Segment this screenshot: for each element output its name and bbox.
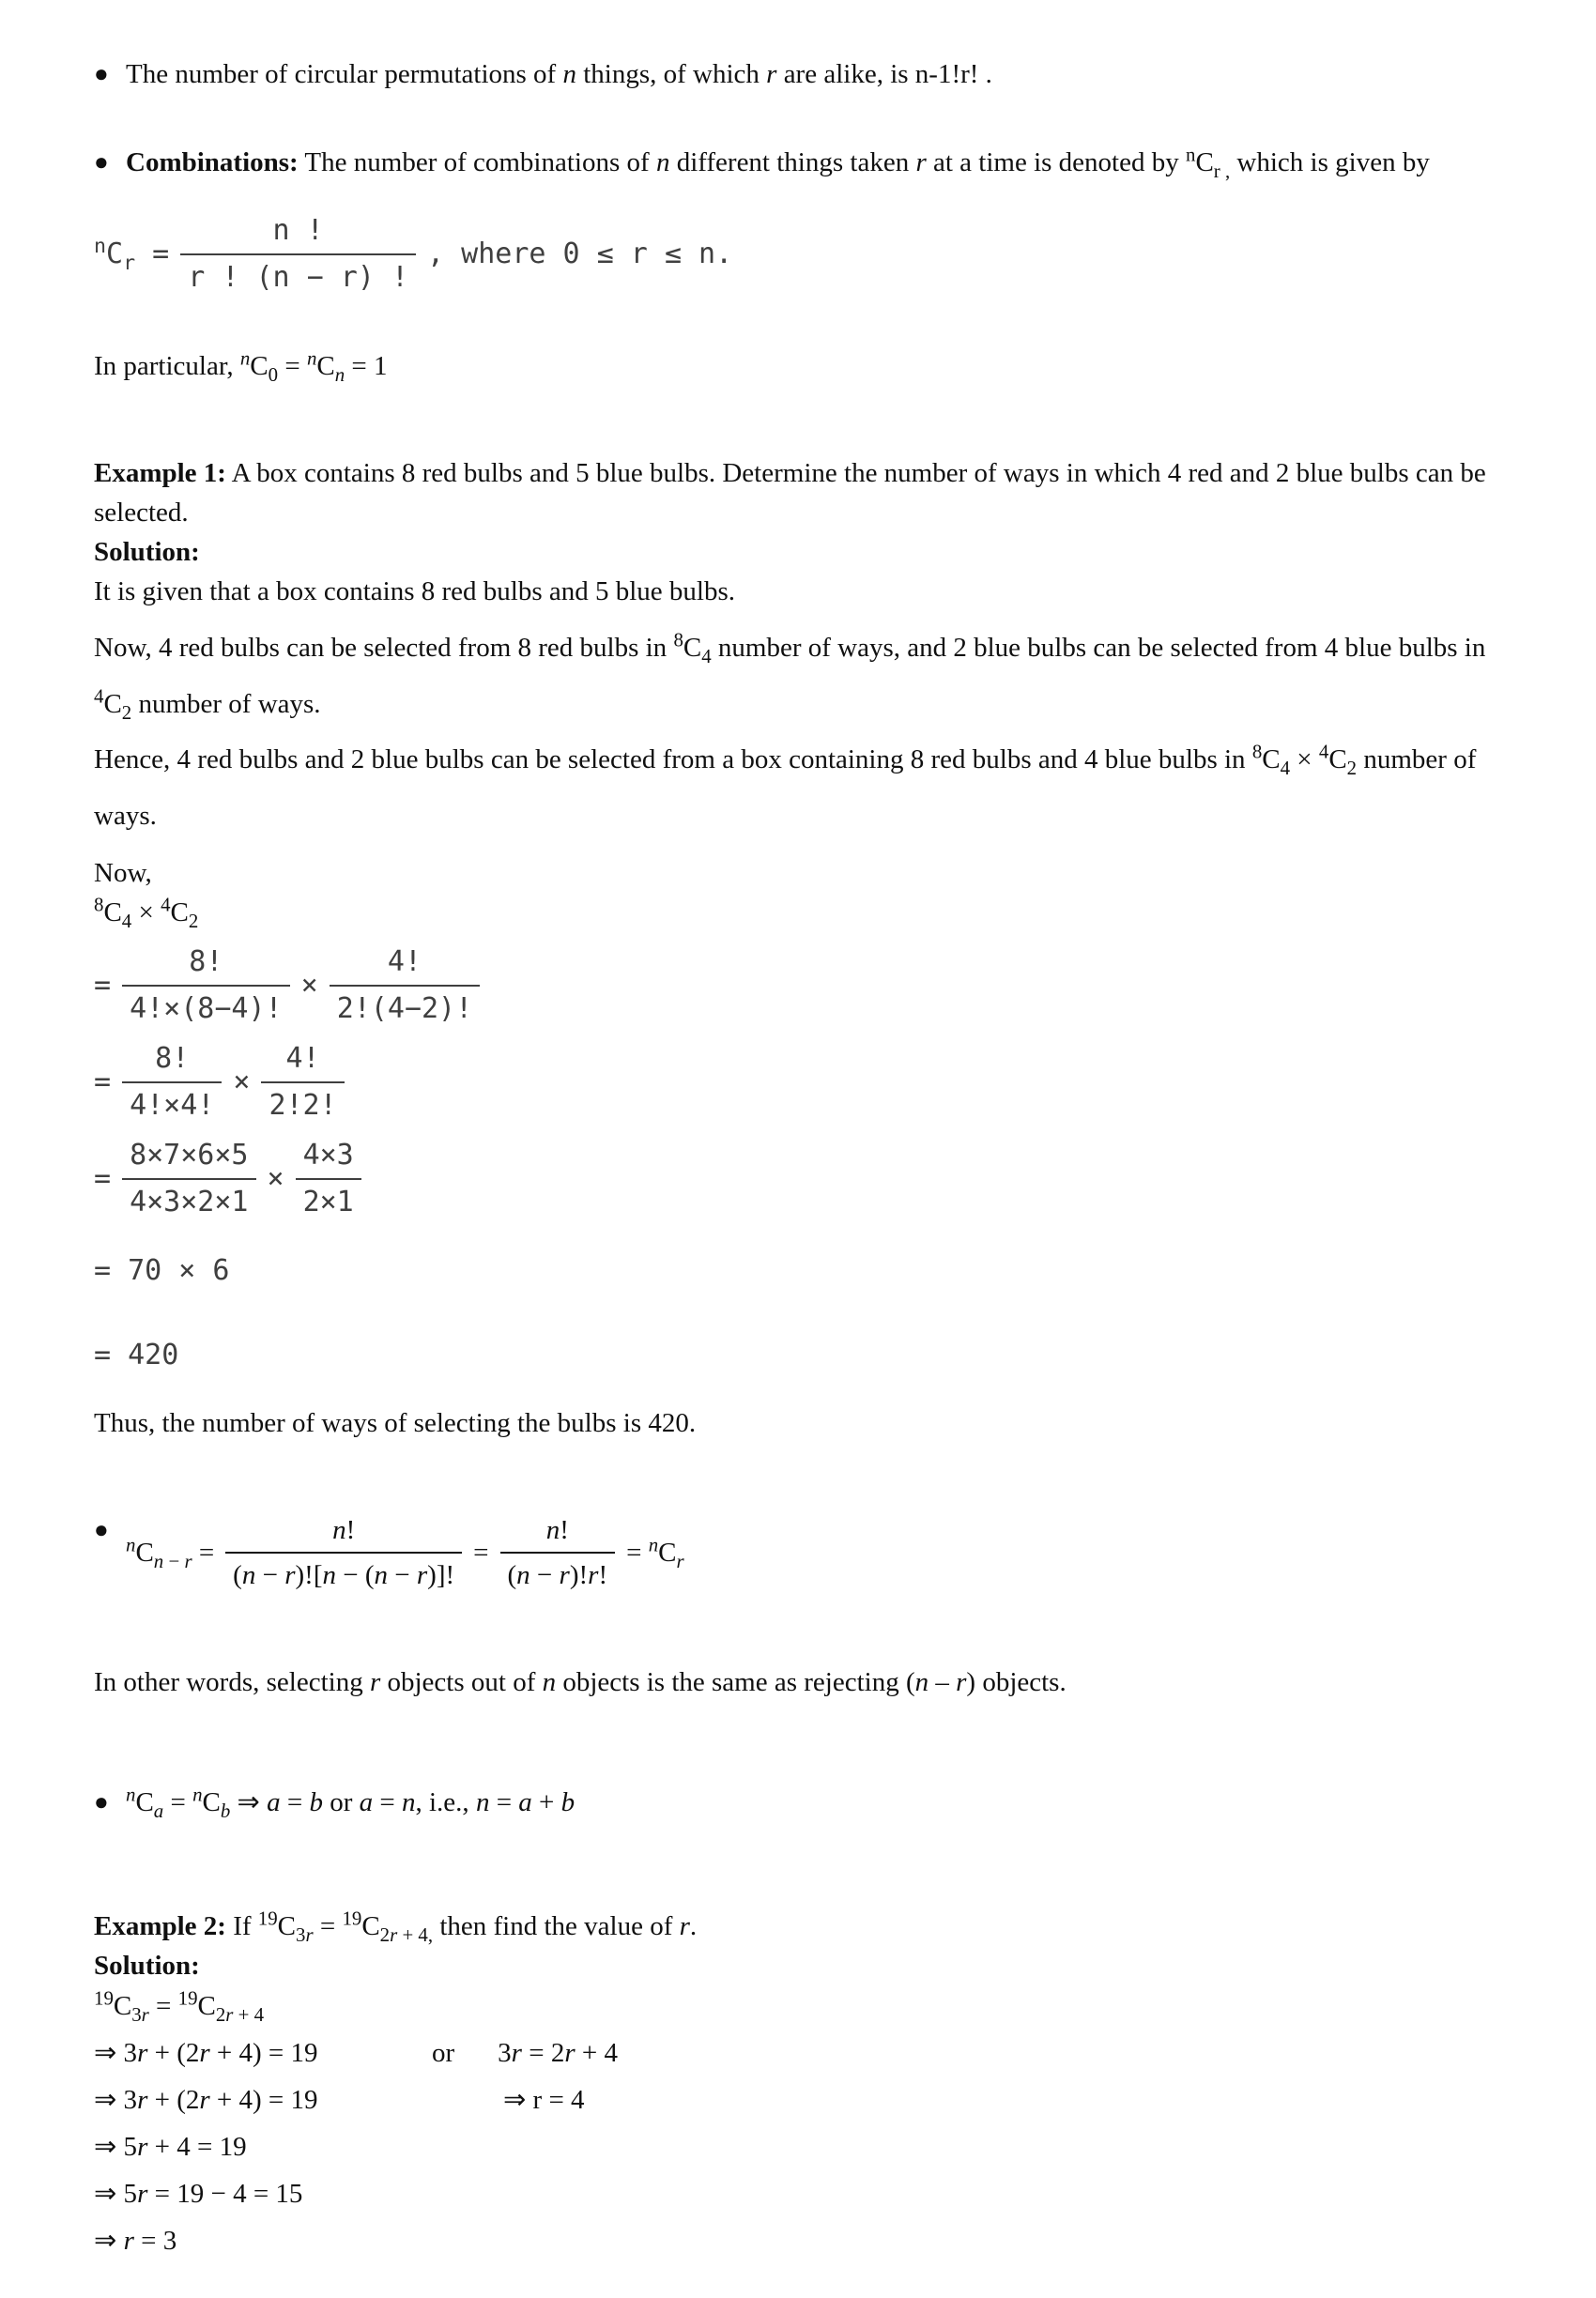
step-left: ⇒ 5r = 19 − 4 = 15 xyxy=(94,2178,303,2209)
step-left: ⇒ r = 3 xyxy=(94,2225,177,2256)
fraction-denominator: 4!×(8−4)! xyxy=(130,991,283,1025)
example2-solution-label xyxy=(94,1946,1502,1985)
example1-step3 xyxy=(94,1135,1502,1222)
in-particular-line: In particular, $^nC_0 = ^nC_n = 1$ xyxy=(94,346,388,386)
equals-sign: = xyxy=(94,968,112,1002)
example2-statement xyxy=(94,1907,1502,1946)
equals-sign: = xyxy=(94,1065,112,1098)
step-left: ⇒ 3r + (2r + 4) = 19 xyxy=(94,2037,318,2068)
example1-step1 xyxy=(94,942,1502,1029)
fraction-numerator: 8! xyxy=(122,942,290,987)
example1-step4: = 70 × 6 xyxy=(94,1254,230,1288)
identity-rhs: = $^nC_r$ xyxy=(626,1533,684,1573)
identity-note: In other words, selecting r objects out of n objects is the same as rejecting (n – r) objects. xyxy=(94,1667,1067,1698)
identity-formula xyxy=(126,1510,684,1595)
fraction-numerator: 8×7×6×5 xyxy=(122,1135,255,1180)
fraction-numerator: 4! xyxy=(330,942,481,987)
example2-equation: $^{19}C_{3r} = ^{19}C_{2r + 4}$ xyxy=(94,1985,265,2026)
fraction-numerator: n! xyxy=(225,1510,462,1554)
example1-conclusion: Thus, the number of ways of selecting the bulbs is 420. xyxy=(94,1408,697,1439)
example1-select-line: Now, 4 red bulbs can be selected from 8 red bulbs in $^8C_4$ number of ways, and 2 blue bulbs can be selected from 4 blue bulbs in $^4C_2$ number of ways. xyxy=(94,628,1486,724)
fraction xyxy=(330,942,481,1029)
fraction xyxy=(122,942,290,1029)
solution-label: Solution: xyxy=(94,1951,200,1982)
fraction-denominator: 2!(4−2)! xyxy=(336,991,473,1025)
example1-expression: $^8C_4 \times ^4C_2$ xyxy=(94,893,199,932)
example2-text: If $^{19}C_{3r} = ^{19}C_{2r + 4,}$ then find the value of r. xyxy=(225,1907,698,1947)
fraction xyxy=(225,1510,462,1595)
fraction-denominator: 2×1 xyxy=(302,1185,354,1218)
example1-now-label: Now, xyxy=(94,858,152,889)
example1-given: It is given that a box contains 8 red bulbs and 5 blue bulbs. xyxy=(94,576,736,607)
formula-ncr xyxy=(94,210,1502,298)
example1-statement xyxy=(94,453,1502,532)
example2-step-row xyxy=(94,2127,1502,2167)
identity-lhs: $^nC_{n - r}$ = xyxy=(126,1533,215,1573)
fraction-denominator: 4×3×2×1 xyxy=(130,1185,249,1218)
step-right: 3r = 2r + 4 xyxy=(498,2037,618,2068)
fraction-denominator: (n − r)![n − (n − r)]! xyxy=(233,1560,455,1591)
fraction xyxy=(122,1038,222,1126)
fraction xyxy=(500,1510,616,1595)
bullet-icon: ● xyxy=(94,148,109,176)
example2-step-row xyxy=(94,2174,1502,2214)
fraction-denominator: 2!2! xyxy=(269,1088,337,1122)
example2-step-row xyxy=(94,2080,1502,2120)
fraction-numerator: 8! xyxy=(122,1038,222,1083)
bullet-equal-condition xyxy=(94,1783,1502,1822)
example1-solution-label xyxy=(94,532,1502,572)
fraction-denominator: 4!×4! xyxy=(130,1088,215,1122)
fraction-numerator: n ! xyxy=(180,210,416,255)
fraction xyxy=(122,1135,255,1222)
solution-label: Solution: xyxy=(94,537,200,568)
fraction-numerator: n! xyxy=(500,1510,616,1554)
step-right: ⇒ r = 4 xyxy=(503,2084,585,2115)
times-sign: × xyxy=(233,1065,251,1098)
bullet-icon: ● xyxy=(94,1788,109,1816)
fraction-denominator: (n − r)!r! xyxy=(507,1560,608,1591)
example1-step2 xyxy=(94,1038,1502,1126)
fraction xyxy=(180,210,416,298)
bullet-combinations-text xyxy=(126,143,1502,182)
bullet-equal-text: $^nC_a = ^nC_b$ ⇒ a = b or a = n, i.e., n = a + b xyxy=(126,1783,575,1823)
bullet-circular-permutations xyxy=(94,54,1502,94)
example2-step-row xyxy=(94,2033,1502,2073)
times-sign: × xyxy=(300,968,318,1002)
bullet-icon: ● xyxy=(94,1516,109,1544)
formula-ncr-condition: , where 0 ≤ r ≤ n. xyxy=(427,237,733,270)
fraction xyxy=(296,1135,361,1222)
example1-step5: = 420 xyxy=(94,1338,179,1371)
step-left: ⇒ 3r + (2r + 4) = 19 xyxy=(94,2084,318,2115)
bullet-icon: ● xyxy=(94,60,109,87)
equals-sign: = xyxy=(94,1161,112,1195)
fraction-numerator: 4! xyxy=(261,1038,344,1083)
step-or: or xyxy=(432,2037,455,2068)
example1-hence-line: Hence, 4 red bulbs and 2 blue bulbs can be selected from a box containing 8 red bulbs and 4 blue bulbs in $^8C_4 \times ^4C_2$ number of ways. xyxy=(94,740,1477,831)
bullet-combinations xyxy=(94,143,1502,182)
combinations-body: The number of combinations of n different things taken r at a time is denoted by $^nC_{r ,}$ which is given by xyxy=(298,143,1430,182)
equals-sign: = xyxy=(473,1538,489,1569)
bullet-circular-text: The number of circular permutations of n things, of which r are alike, is n-1!r! . xyxy=(126,59,992,89)
example1-text: A box contains 8 red bulbs and 5 blue bulbs. Determine the number of ways in which 4 red and 2 blue bulbs can be selected. xyxy=(94,458,1486,529)
example2-label: Example 2: xyxy=(94,1911,226,1942)
formula-ncr-lhs: $^nC_r$ = xyxy=(94,234,170,275)
fraction-numerator: 4×3 xyxy=(296,1135,361,1180)
step-left: ⇒ 5r + 4 = 19 xyxy=(94,2131,247,2162)
times-sign: × xyxy=(267,1161,284,1195)
fraction-denominator: r ! (n − r) ! xyxy=(188,260,409,294)
bullet-identity xyxy=(94,1510,1502,1595)
fraction xyxy=(261,1038,344,1126)
combinations-label: Combinations: xyxy=(126,147,299,178)
example1-label: Example 1: xyxy=(94,458,226,489)
example2-step-row xyxy=(94,2221,1502,2260)
